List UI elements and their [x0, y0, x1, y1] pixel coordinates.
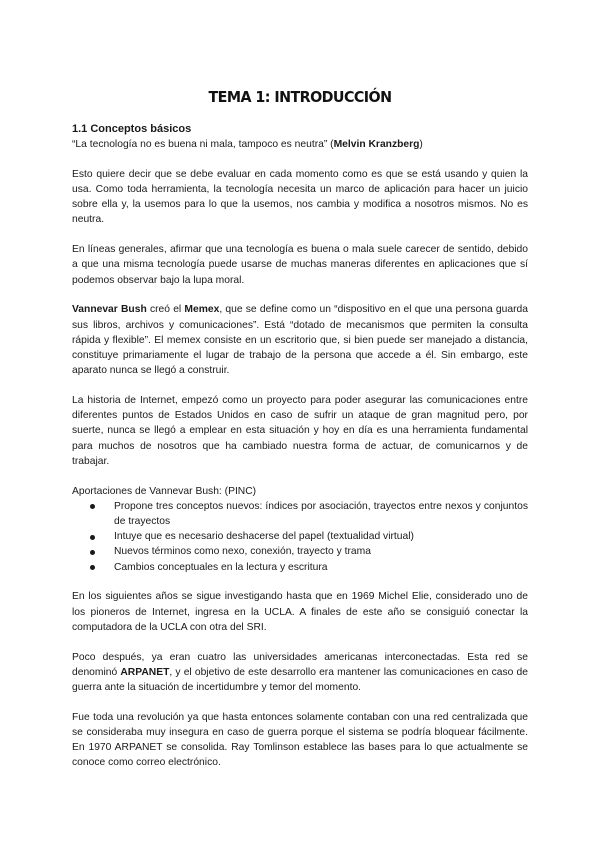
paragraph-6-part-a: Poco después, ya eran cuatro las universidades americanas interconectadas. Esta red se denominó	[72, 651, 528, 678]
quote-author: Melvin Kranzberg	[333, 139, 420, 150]
paragraph-3	[72, 302, 528, 378]
document-body	[72, 122, 528, 771]
list-item: Cambios conceptuales en la lectura y escritura	[114, 560, 528, 575]
memex-term: Memex	[184, 304, 220, 316]
vannevar-bush-name: Vannevar Bush	[72, 304, 147, 316]
page-title: TEMA 1: INTRODUCCIÓN	[208, 88, 392, 106]
list-item: Nuevos términos como nexo, conexión, trayecto y trama	[114, 544, 528, 559]
paragraph-2: En líneas generales, afirmar que una tecnología es buena o mala suele carecer de sentido, debido a que una misma tecnología puede usarse de muchas maneras diferentes en aplicaciones que sí podemos observar bajo la lupa moral.	[72, 244, 528, 286]
arpanet-term: ARPANET	[120, 666, 170, 678]
paragraph-4: La historia de Internet, empezó como un proyecto para poder asegurar las comunicaciones entre diferentes puntos de Estados Unidos en caso de sufrir un ataque de gran magnitud pero, por suerte, nunca se llegó a emplear en esta situación y hoy en día es una herramienta fundamental para muchos de nosotros que ha cambiado nuestra forma de actuar, de comunicarnos y de trabajar.	[72, 395, 528, 467]
list-item: Propone tres conceptos nuevos: índices por asociación, trayectos entre nexos y conjuntos de trayectos	[114, 499, 528, 529]
paragraph-3-part-b: , que se define como un “dispositivo en el que una persona guarda sus libros, archivos y comunicaciones”. Está “dotado de mecanismos que permiten la consulta rápida y flexible”. El memex consiste en un escritorio que, si bien puede ser manejado a distancia, constituye primariamente el lugar de trabajo de la persona que accede a él. Sin embargo, este aparato nunca se llegó a construir.	[72, 304, 528, 377]
section-heading: 1.1 Conceptos básicos	[72, 123, 192, 135]
paragraph-1: Esto quiere decir que se debe evaluar en cada momento como es que se está usando y quien la usa. Como toda herramienta, la tecnología necesita un marco de aplicación para hacer un juicio sobre ella y, la usemos para lo que la usemos, nos cambia y modifica a nosotros mismos. No es neutra.	[72, 168, 528, 226]
paragraph-6	[72, 650, 528, 696]
kranzberg-quote	[72, 137, 528, 152]
list-item: Intuye que es necesario deshacerse del papel (textualidad virtual)	[114, 529, 528, 544]
paragraph-6-part-b: , y el objetivo de este desarrollo era mantener las comunicaciones en caso de guerra ante la situación de incertidumbre y temor del momento.	[72, 666, 528, 694]
quote-close: )	[419, 139, 423, 150]
paragraph-5: En los siguientes años se sigue investigando hasta que en 1969 Michel Elie, considerado uno de los pioneros de Internet, ingresa en la UCLA. A finales de este año se consiguió conectar la computadora de la UCLA con otra del SRI.	[72, 591, 528, 633]
paragraph-3-part-a: creó el	[146, 304, 185, 316]
list-intro: Aportaciones de Vannevar Bush: (PINC)	[72, 485, 257, 497]
contributions-list	[72, 499, 528, 575]
quote-text: “La tecnología no es buena ni mala, tampoco es neutra” (	[72, 139, 334, 150]
paragraph-7: Fue toda una revolución ya que hasta entonces solamente contaban con una red centralizada que se consideraba muy insegura en caso de guerra porque el sistema se podría bloquear fácilmente. En 1970 ARPANET se consolida. Ray Tomlinson establece las bases para lo que actualmente se conoce como correo electrónico.	[72, 711, 528, 769]
